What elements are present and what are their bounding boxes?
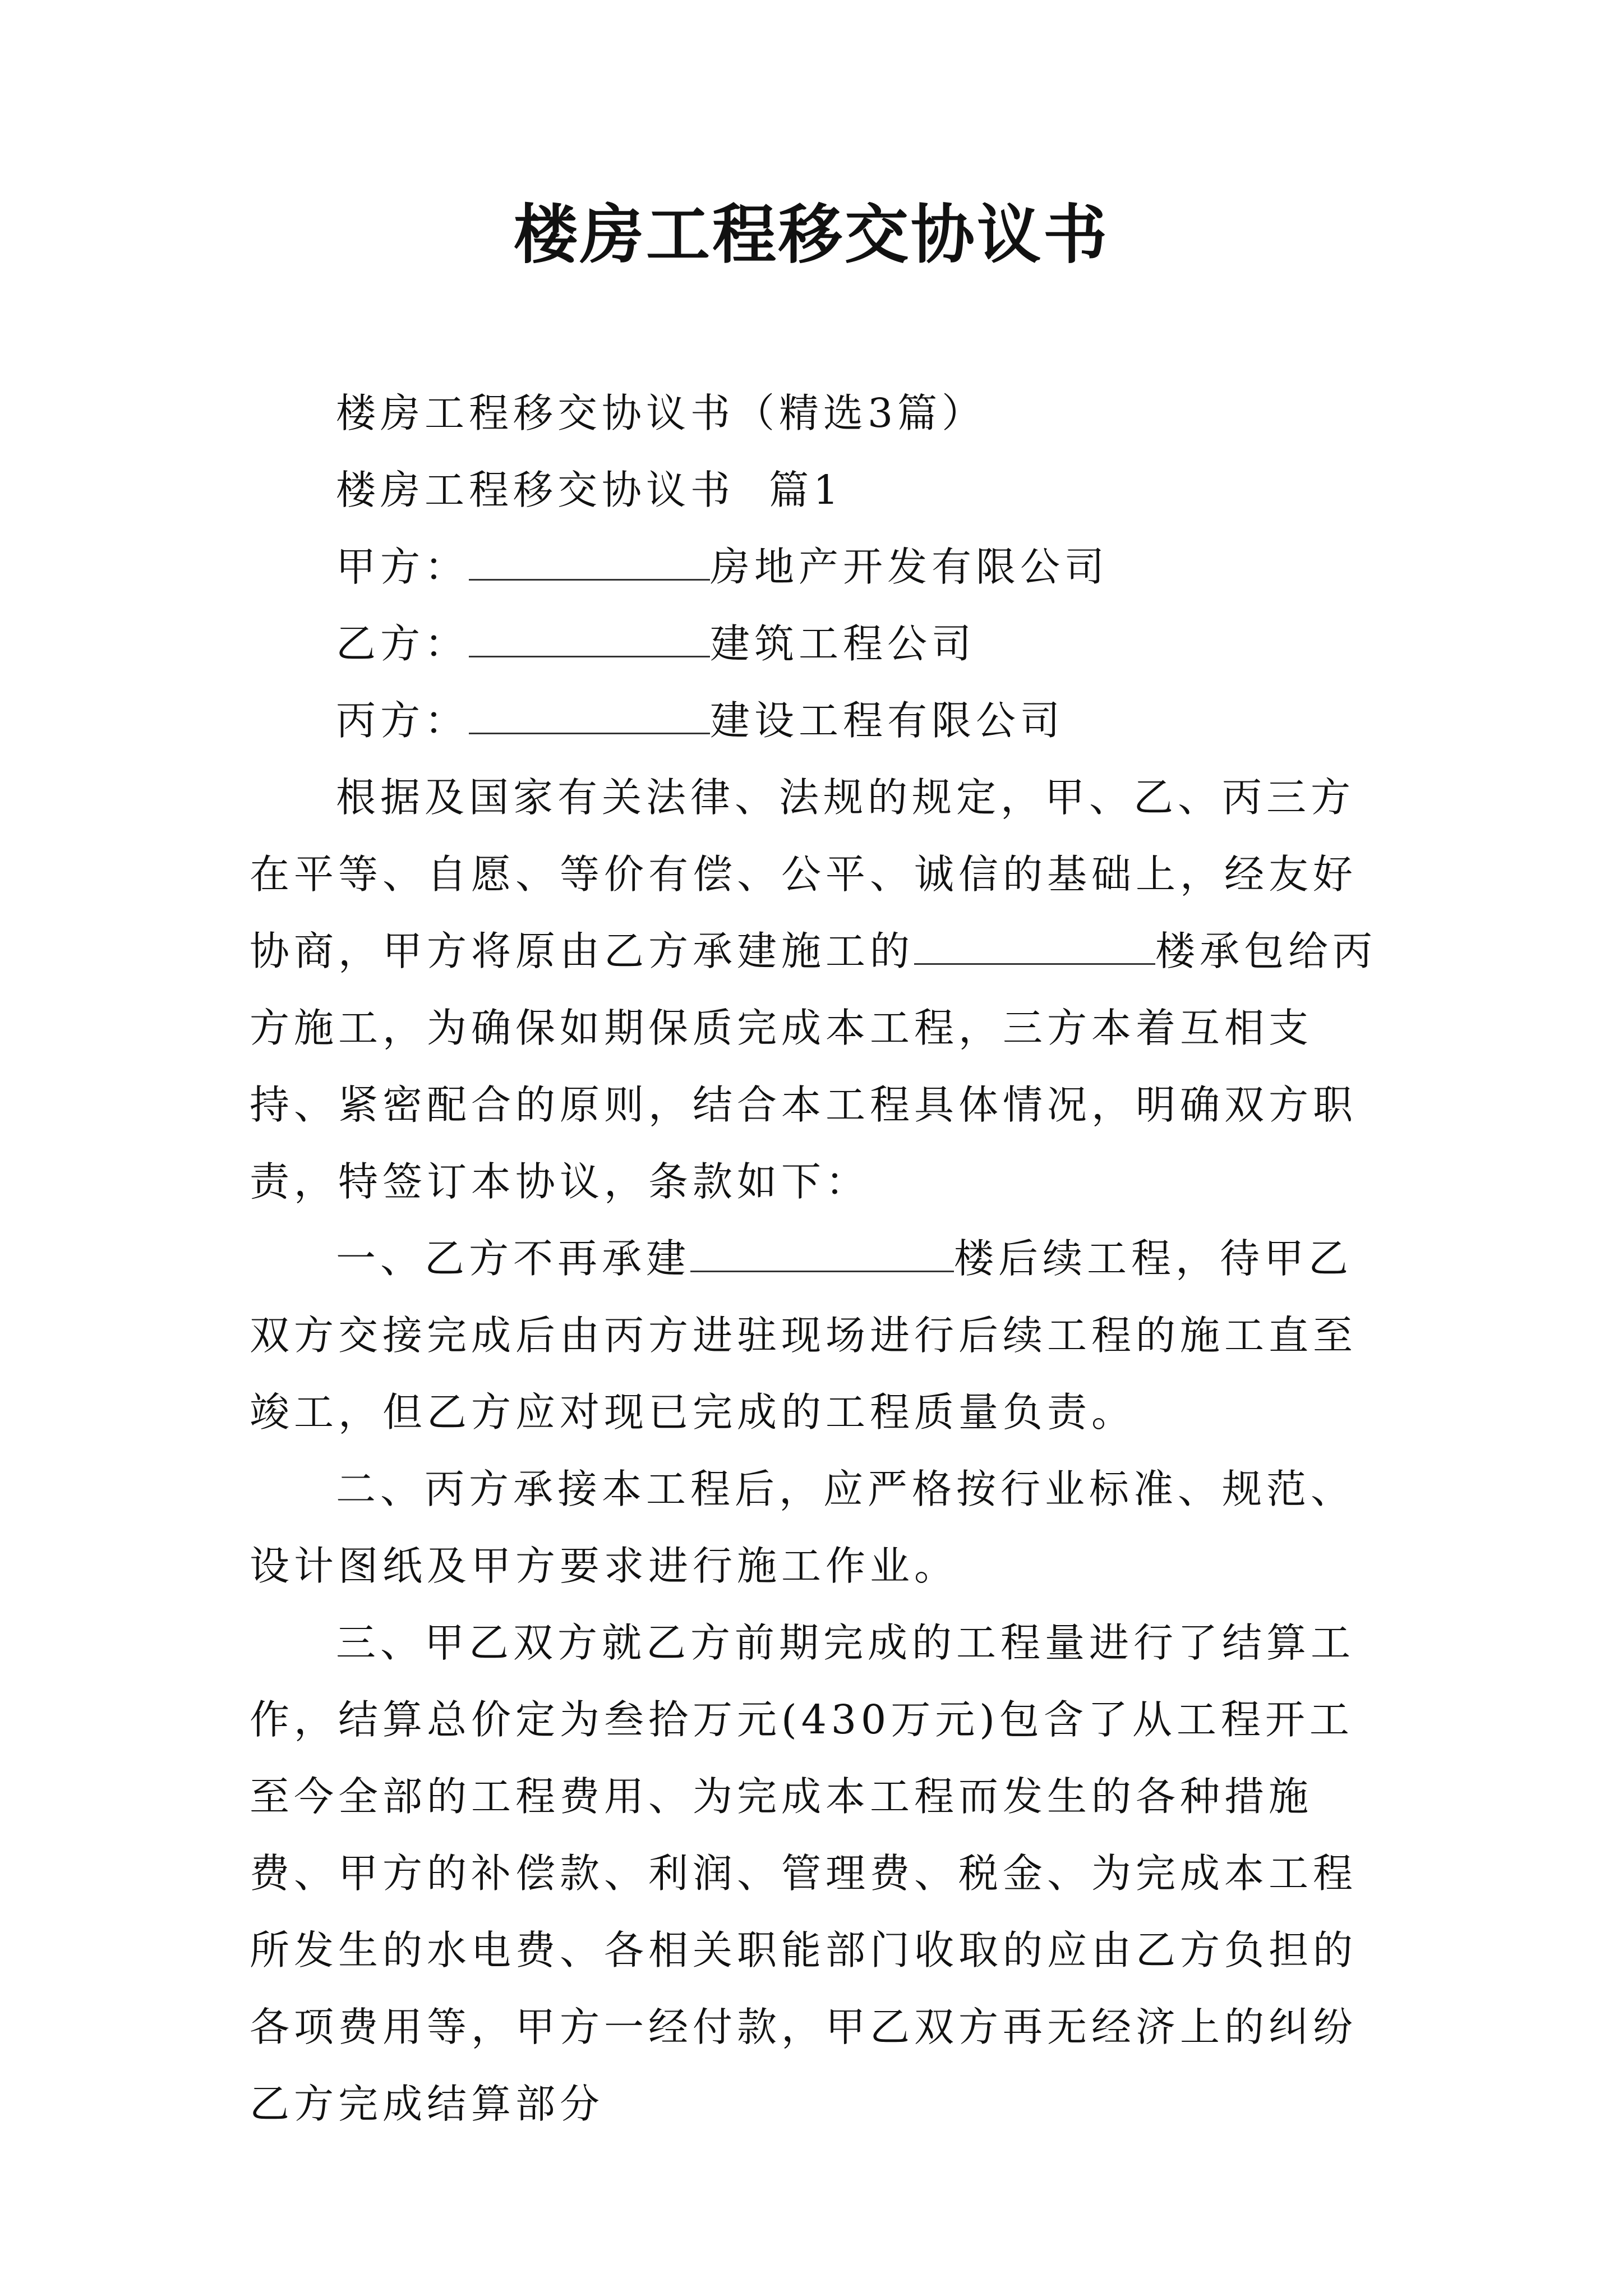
document-title: 楼房工程移交协议书: [513, 197, 1109, 272]
party-a-label: 甲方：: [336, 544, 469, 590]
clause-1-text-1: 一、乙方不再承建: [336, 1235, 691, 1282]
intro-blank: [914, 923, 1155, 965]
party-c-label: 丙方：: [336, 697, 469, 744]
section-heading: 楼房工程移交协议书 篇1: [336, 467, 843, 513]
party-b-blank: [469, 615, 710, 657]
party-c-blank: [469, 692, 710, 734]
clause-1-blank: [690, 1230, 954, 1272]
document-subtitle: 楼房工程移交协议书（精选3篇）: [336, 390, 986, 436]
clause-2: 二、丙方承接本工程后，应严格按行业标准、规范、设计图纸及甲方要求进行施工作业。: [250, 1466, 1355, 1589]
clause-1: [250, 1220, 1391, 1451]
clause-3: 三、甲乙双方就乙方前期完成的工程量进行了结算工作，结算总价定为叁拾万元(430万元)包含了从工程开工至今全部的工程费用、为完成本工程而发生的各种措施费、甲方的补偿款、利润、管理费、税金、为完成本工程所发生的水电费、各相关职能部门收取的应由乙方负担的各项费用等，甲方一经付款，甲乙双方再无经济上的纠纷乙方完成结算部分: [250, 1619, 1358, 2127]
party-b-name: 建筑工程公司: [710, 620, 976, 667]
party-a: [250, 528, 1391, 605]
party-c-name: 建设工程有限公司: [710, 697, 1065, 744]
party-b: [250, 605, 1391, 682]
party-a-blank: [469, 539, 710, 581]
intro-paragraph: [250, 759, 1391, 1220]
party-a-name: 房地产开发有限公司: [710, 544, 1109, 590]
party-c: [250, 682, 1391, 759]
intro-text-1: 根据及国家有关法律、法规的规定，甲、乙、丙三方在平等、自愿、等价有偿、公平、诚信的基础上，经友好协商，甲方将原由乙方承建施工的: [250, 774, 1358, 974]
intro-text-2: 楼承包给丙方施工，为确保如期保质完成本工程，三方本着互相支持、紧密配合的原则，结合本工程具体情况，明确双方职责，特签订本协议，条款如下：: [250, 928, 1377, 1205]
clause-1-text-2: 楼后续工程，待甲乙双方交接完成后由丙方进驻现场进行后续工程的施工直至竣工，但乙方应对现已完成的工程质量负责。: [250, 1235, 1358, 1435]
party-b-label: 乙方：: [336, 620, 469, 667]
document-body: [250, 375, 1391, 2142]
